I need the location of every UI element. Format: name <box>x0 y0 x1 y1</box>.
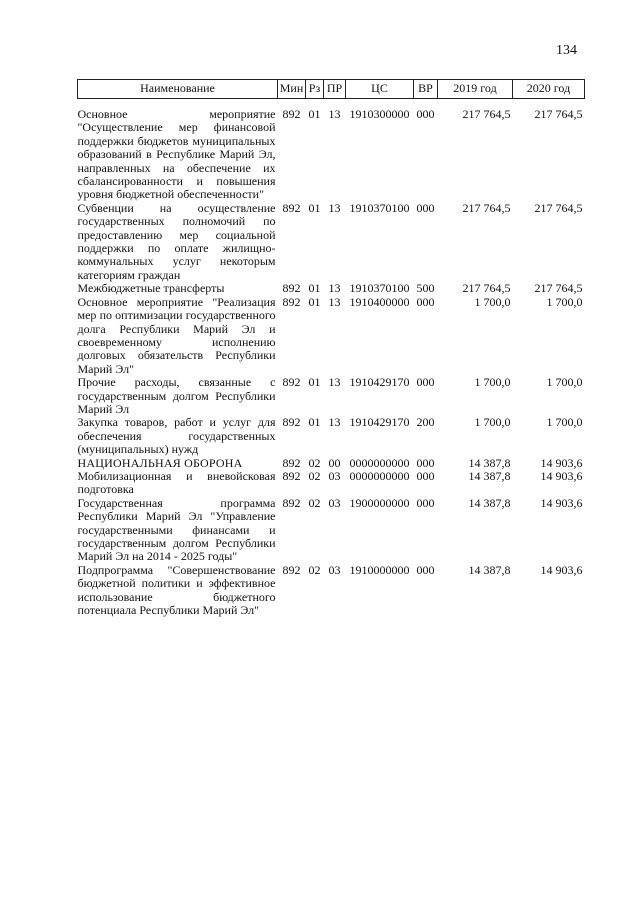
row-min: 892 <box>282 415 301 430</box>
table-row <box>78 296 585 376</box>
row-name: Мобилизационная и вневойсковая подготовка <box>77 468 276 497</box>
row-cs: 1910370100 <box>349 281 410 296</box>
row-min: 892 <box>282 294 301 309</box>
row-pr: 13 <box>328 200 341 215</box>
row-vr: 000 <box>416 375 435 390</box>
row-vr: 500 <box>416 281 435 296</box>
row-rz: 01 <box>308 107 321 121</box>
row-name: Подпрограмма "Совершенствование бюджетной политики и эффективное использование бюджетного потенциала Республики Марий Эл" <box>77 562 276 618</box>
header-vr: ВР <box>414 80 438 99</box>
row-2019: 1 700,0 <box>474 294 511 309</box>
row-2019: 217 764,5 <box>462 200 511 215</box>
row-2020: 217 764,5 <box>534 281 583 296</box>
row-vr: 000 <box>416 455 435 470</box>
row-name: Субвенции на осуществление государственных полномочий по предоставлению мер социальной поддержки по оплате жилищно-коммунальных услуг некоторым категориям граждан <box>77 200 276 282</box>
row-2019: 1 700,0 <box>474 415 511 430</box>
header-min: Мин <box>278 80 306 99</box>
row-cs: 1910300000 <box>349 107 410 121</box>
row-pr: 13 <box>328 107 341 121</box>
row-cs: 0000000000 <box>349 468 410 483</box>
row-rz: 01 <box>308 200 321 215</box>
row-cs: 1910400000 <box>349 294 410 309</box>
row-2019: 217 764,5 <box>462 281 511 296</box>
row-cs: 0000000000 <box>349 455 410 470</box>
table-row <box>78 457 585 470</box>
row-pr: 00 <box>328 455 341 470</box>
row-min: 892 <box>282 375 301 390</box>
row-2020: 14 903,6 <box>540 468 583 483</box>
row-name: Прочие расходы, связанные с государственным долгом Республики Марий Эл <box>77 375 276 416</box>
table-row <box>78 202 585 282</box>
row-name: Межбюджетные трансферты <box>77 281 225 296</box>
table-row <box>78 282 585 295</box>
header-rz: Рз <box>306 80 324 99</box>
table-header <box>78 80 585 99</box>
row-name: Закупка товаров, работ и услуг для обеспечения государственных (муниципальных) нужд <box>77 415 276 457</box>
row-2020: 217 764,5 <box>534 107 583 121</box>
row-pr: 03 <box>328 468 341 483</box>
table-row <box>78 376 585 416</box>
row-2019: 14 387,8 <box>468 495 511 510</box>
header-cs: ЦС <box>346 80 414 99</box>
header-pr: ПР <box>324 80 346 99</box>
table-row <box>78 470 585 497</box>
row-min: 892 <box>282 200 301 215</box>
row-2020: 14 903,6 <box>540 495 583 510</box>
row-2020: 14 903,6 <box>540 562 583 577</box>
row-min: 892 <box>282 562 301 577</box>
row-2019: 14 387,8 <box>468 562 511 577</box>
table-row <box>78 416 585 456</box>
row-cs: 1910000000 <box>349 562 410 577</box>
row-pr: 03 <box>328 562 341 577</box>
row-pr: 13 <box>328 294 341 309</box>
header-2019: 2019 год <box>438 80 513 99</box>
row-name: НАЦИОНАЛЬНАЯ ОБОРОНА <box>77 455 243 470</box>
row-pr: 13 <box>328 375 341 390</box>
row-2020: 14 903,6 <box>540 455 583 470</box>
row-rz: 01 <box>308 375 321 390</box>
table-row <box>78 497 585 564</box>
row-vr: 000 <box>416 107 435 121</box>
row-2019: 14 387,8 <box>468 468 511 483</box>
row-name: Основное мероприятие "Реализация мер по оптимизации государственного долга Республики Марий Эл и своевременному исполнению долговых обязательств Республики Марий Эл" <box>77 294 276 376</box>
row-rz: 01 <box>308 294 321 309</box>
row-vr: 000 <box>416 468 435 483</box>
row-rz: 02 <box>308 468 321 483</box>
row-pr: 13 <box>328 281 341 296</box>
row-vr: 000 <box>416 495 435 510</box>
row-cs: 1900000000 <box>349 495 410 510</box>
header-name: Наименование <box>78 80 278 99</box>
row-name: Государственная программа Республики Марий Эл "Управление государственными финансами и государственным долгом Республики Марий Эл на 2014 - 2025 годы" <box>77 495 276 564</box>
row-vr: 000 <box>416 294 435 309</box>
row-2020: 1 700,0 <box>546 375 583 390</box>
row-name: Основное мероприятие "Осуществление мер финансовой поддержки бюджетов муниципальных образований в Республике Марий Эл, направленных на обеспечение их сбалансированности и повышения уровня бюджетной обеспеченности" <box>77 107 276 202</box>
row-2020: 1 700,0 <box>546 415 583 430</box>
row-2019: 1 700,0 <box>474 375 511 390</box>
page-number: 134 <box>556 43 577 58</box>
budget-table <box>77 79 585 617</box>
row-min: 892 <box>282 495 301 510</box>
row-min: 892 <box>282 468 301 483</box>
row-pr: 03 <box>328 495 341 510</box>
table-row <box>78 99 585 202</box>
row-cs: 1910370100 <box>349 200 410 215</box>
row-2019: 217 764,5 <box>462 107 511 121</box>
row-2020: 217 764,5 <box>534 200 583 215</box>
row-min: 892 <box>282 281 301 296</box>
row-2020: 1 700,0 <box>546 294 583 309</box>
row-2019: 14 387,8 <box>468 455 511 470</box>
header-2020: 2020 год <box>513 80 585 99</box>
table-row <box>78 564 585 618</box>
row-cs: 1910429170 <box>349 415 410 430</box>
row-min: 892 <box>282 107 301 121</box>
row-rz: 02 <box>308 562 321 577</box>
row-vr: 000 <box>416 562 435 577</box>
row-vr: 000 <box>416 200 435 215</box>
row-vr: 200 <box>416 415 435 430</box>
row-rz: 01 <box>308 281 321 296</box>
row-rz: 02 <box>308 495 321 510</box>
row-cs: 1910429170 <box>349 375 410 390</box>
row-rz: 01 <box>308 415 321 430</box>
row-rz: 02 <box>308 455 321 470</box>
row-pr: 13 <box>328 415 341 430</box>
table-body <box>78 99 585 618</box>
row-min: 892 <box>282 455 301 470</box>
